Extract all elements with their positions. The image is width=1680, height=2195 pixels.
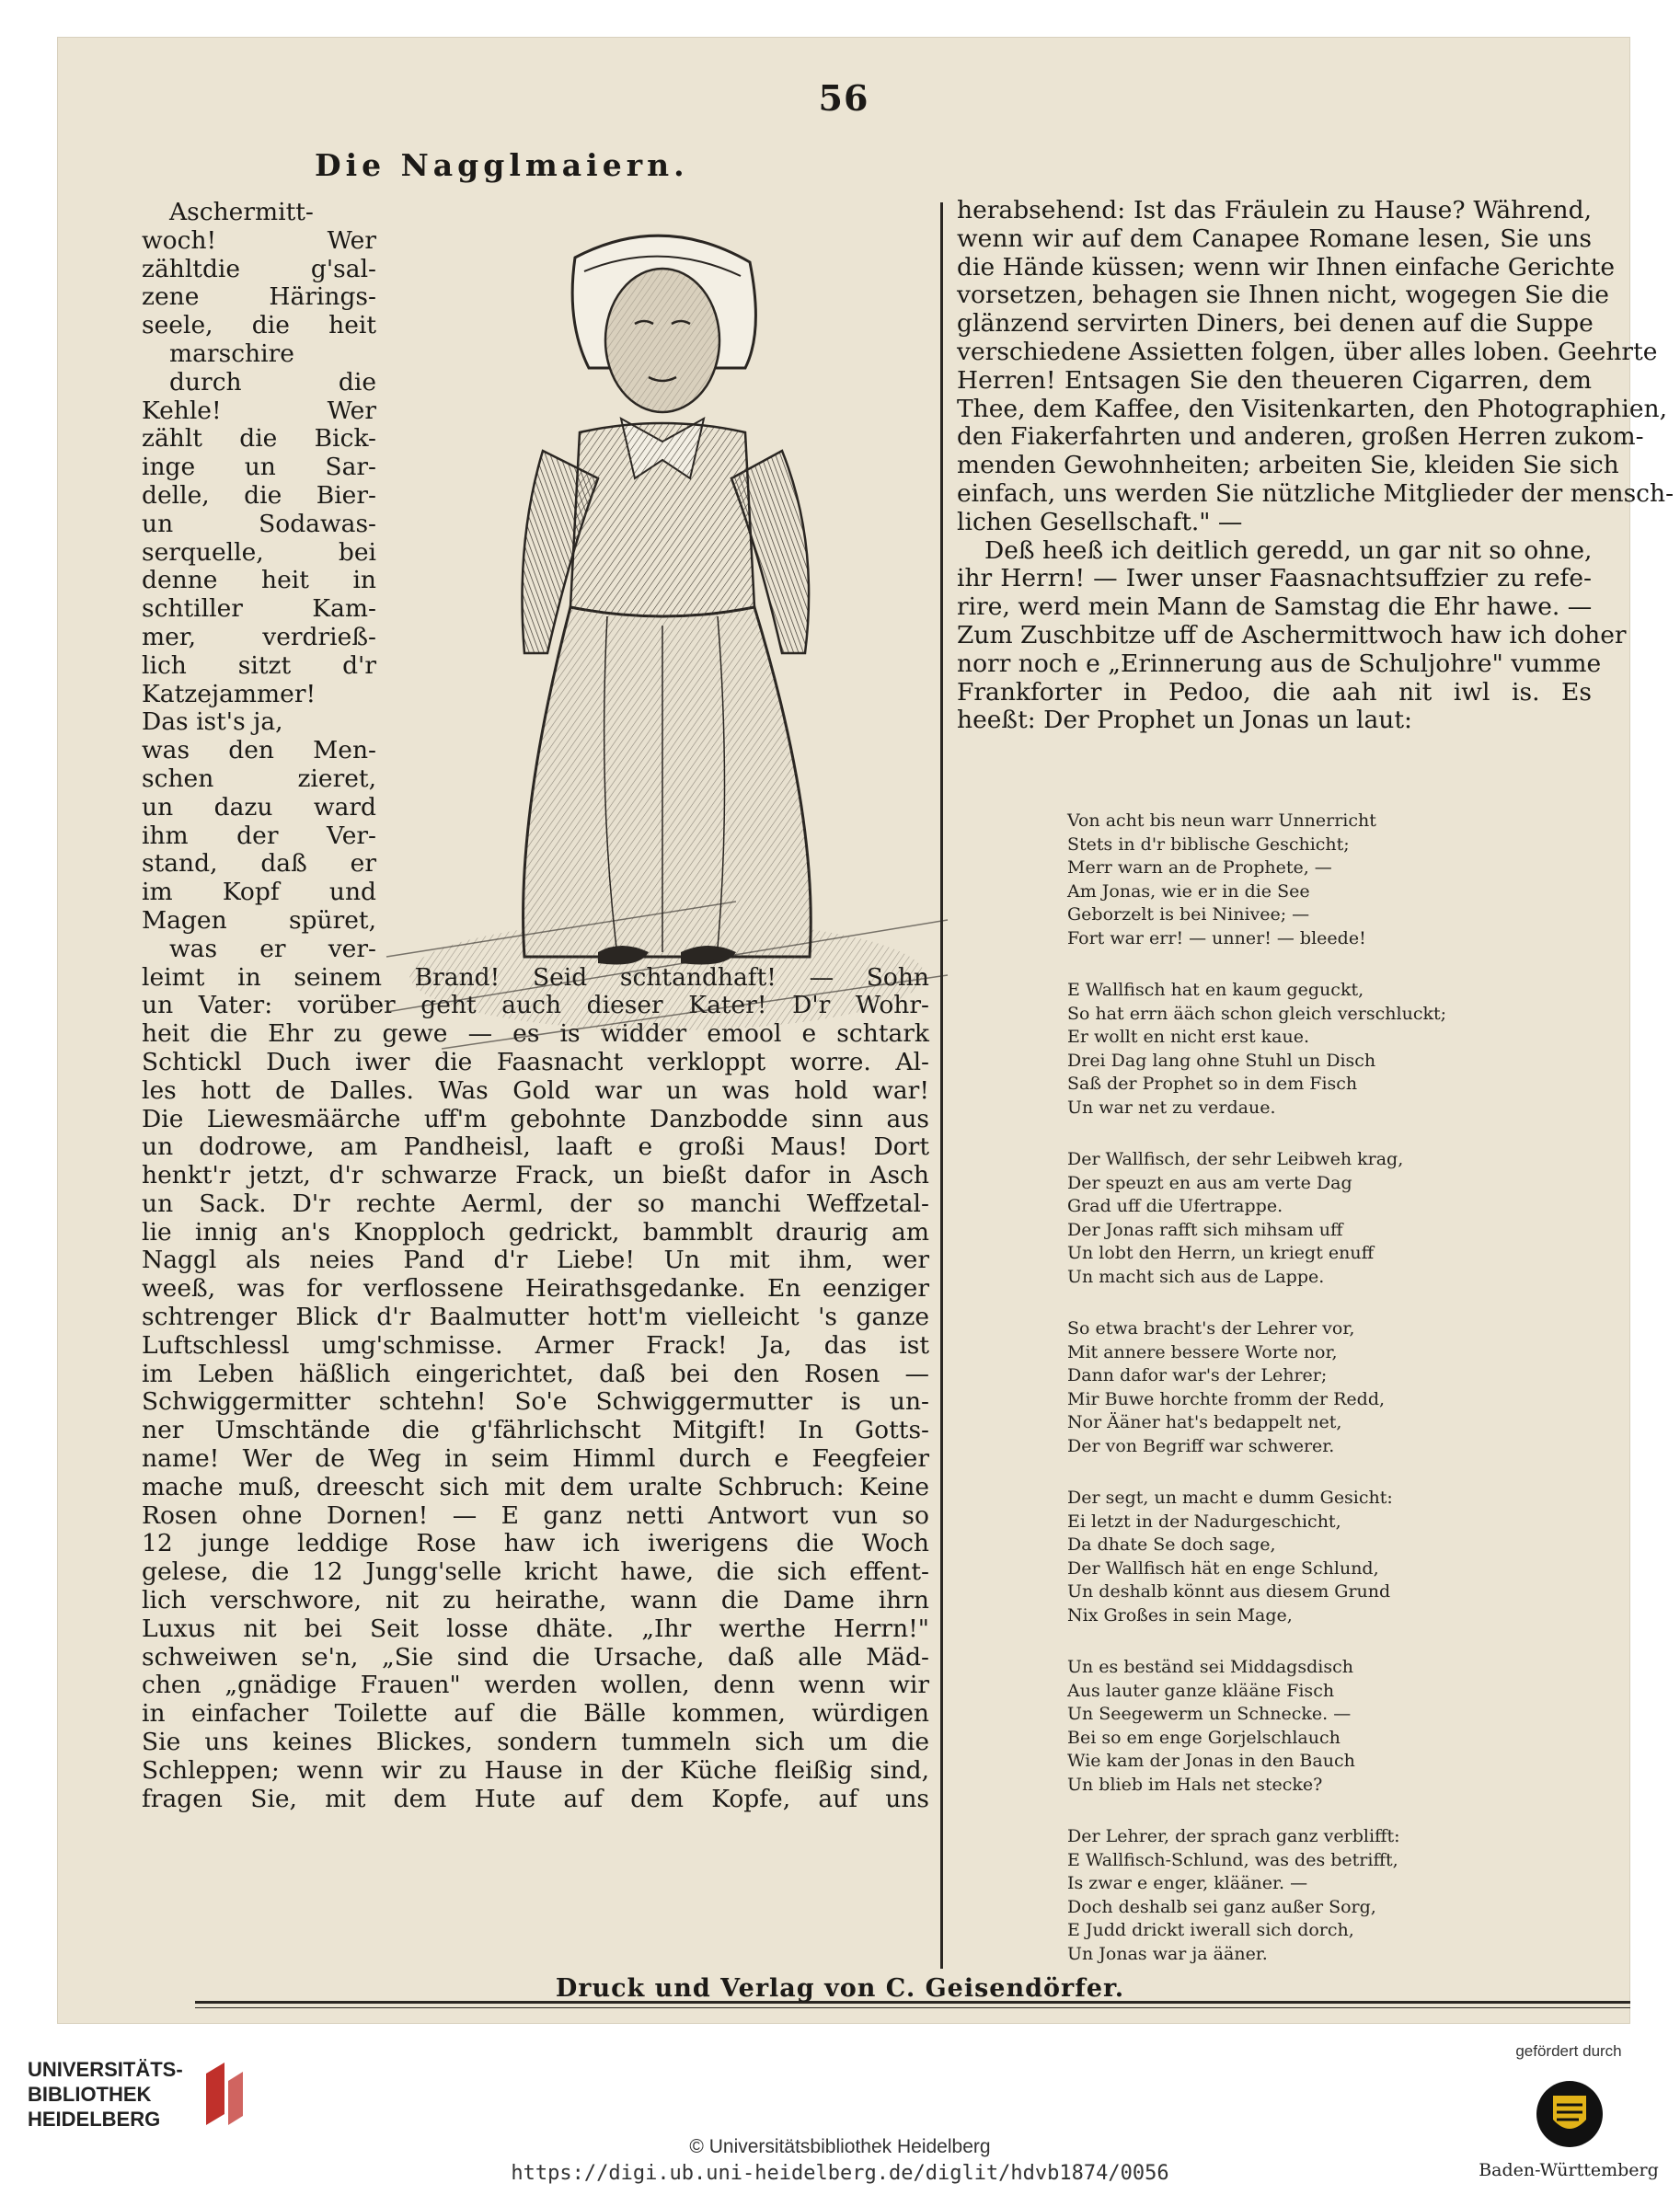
text-line: Schtickl Duch iwer die Faasnacht verkloppt worre. Al- bbox=[142, 1047, 929, 1076]
text-line: im Kopf und bbox=[142, 878, 376, 907]
text-line: wenn wir auf dem Canapee Romane lesen, Sie uns bbox=[957, 224, 1592, 253]
poem-line: Der Lehrer, der sprach ganz verblifft: bbox=[1067, 1826, 1400, 1846]
text-line: Thee, dem Kaffee, den Visitenkarten, den Photographien, bbox=[957, 394, 1668, 423]
poem-line: Der Jonas rafft sich mihsam uff bbox=[1067, 1219, 1343, 1240]
text-line: ihm der Ver- bbox=[142, 821, 376, 850]
text-line: un Sack. D'r rechte Aerml, der so manchi Weffzetal- bbox=[142, 1189, 929, 1218]
text-line: mache muß, dreescht sich mit dem uralte Schbruch: Keine bbox=[142, 1472, 929, 1501]
poem-line: Doch deshalb sei ganz außer Sorg, bbox=[1067, 1896, 1376, 1917]
poem-line: Un es beständ sei Middagsdisch bbox=[1067, 1657, 1353, 1677]
poem-line: Fort war err! — unner! — bleede! bbox=[1067, 927, 1366, 948]
poem-line: E Judd drickt iwerall sich dorch, bbox=[1067, 1920, 1354, 1940]
text-line: rire, werd mein Mann de Samstag die Ehr hawe. — bbox=[957, 592, 1593, 622]
text-line: denne heit in bbox=[142, 566, 376, 595]
poem-stanza bbox=[1067, 979, 1582, 1120]
poem-stanza bbox=[1067, 1317, 1582, 1458]
funded-by-text: gefördert durch bbox=[1515, 2042, 1622, 2060]
text-line: gelese, die 12 Jungg'selle kricht hawe, die sich effent- bbox=[142, 1557, 929, 1587]
text-line: zählt die Bick- bbox=[142, 424, 376, 454]
text-line: vorsetzen, behagen sie Ihnen nicht, wogegen Sie die bbox=[957, 281, 1609, 310]
poem-line: Der segt, un macht e dumm Gesicht: bbox=[1067, 1488, 1393, 1508]
text-line: menden Gewohnheiten; arbeiten Sie, kleiden Sie sich bbox=[957, 451, 1619, 480]
text-line: schweiwen se'n, „Sie sind die Ursache, daß alle Mäd- bbox=[142, 1642, 929, 1672]
text-line: chen „gnädige Frauen" werden wollen, denn wenn wir bbox=[142, 1671, 929, 1700]
viewer-footer bbox=[0, 2024, 1680, 2195]
text-line: un dazu ward bbox=[142, 792, 376, 822]
text-line: Deß heeß ich deitlich geredd, un gar nit so ohne, bbox=[984, 535, 1593, 565]
poem-line: Nor Ääner hat's bedappelt net, bbox=[1067, 1412, 1342, 1432]
poem-line: Grad uff die Ufertrappe. bbox=[1067, 1196, 1283, 1216]
text-line: Luxus nit bei Seit losse dhäte. „Ihr werthe Herrn!" bbox=[142, 1614, 929, 1643]
newspaper-page bbox=[57, 37, 1674, 2024]
text-line: Herren! Entsagen Sie den theueren Cigarren, dem bbox=[957, 365, 1592, 395]
text-line: den Fiakerfahrten und anderen, großen Herren zukom- bbox=[957, 422, 1644, 452]
text-line: schtiller Kam- bbox=[142, 594, 376, 624]
poem-line: Merr warn an de Prophete, — bbox=[1067, 857, 1332, 878]
text-line: herabsehend: Ist das Fräulein zu Hause? Während, bbox=[957, 196, 1592, 224]
permalink-url[interactable]: https://digi.ub.uni-heidelberg.de/diglit/hdvb1874/0056 bbox=[511, 2162, 1169, 2185]
text-line: woch! Wer bbox=[142, 225, 376, 255]
text-line: Luftschlessl umg'schmisse. Armer Frack! Ja, das ist bbox=[142, 1330, 929, 1360]
copyright-notice: © Universitätsbibliothek Heidelberg bbox=[689, 2136, 991, 2157]
poem-line: Wie kam der Jonas in den Bauch bbox=[1067, 1751, 1355, 1771]
text-line: norr noch e „Erinnerung aus de Schuljohre" vumme bbox=[957, 649, 1602, 678]
text-line: in einfacher Toilette auf die Bälle kommen, würdigen bbox=[142, 1699, 929, 1729]
poem-stanza bbox=[1067, 1487, 1582, 1627]
page-number: 56 bbox=[818, 77, 869, 119]
printer-imprint: Druck und Verlag von C. Geisendörfer. bbox=[555, 1974, 1125, 2003]
text-line: stand, daß er bbox=[142, 849, 376, 879]
poem-stanza bbox=[1067, 1825, 1582, 1966]
text-line: Naggl als neies Pand d'r Liebe! Un mit ihm, wer bbox=[142, 1246, 929, 1275]
text-line: zene Härings- bbox=[142, 282, 376, 312]
poem-line: Mir Buwe horchte fromm der Redd, bbox=[1067, 1388, 1386, 1409]
poem-line: Un deshalb könnt aus diesem Grund bbox=[1067, 1581, 1391, 1602]
poem-block bbox=[1067, 810, 1582, 1994]
library-logo-text: UNIVERSITÄTS-BIBLIOTHEK HEIDELBERG bbox=[28, 2058, 183, 2131]
column-divider bbox=[940, 202, 943, 1969]
text-line: marschire bbox=[169, 339, 294, 368]
poem-line: E Wallfisch hat en kaum geguckt, bbox=[1067, 980, 1364, 1000]
poem-line: Von acht bis neun warr Unnerricht bbox=[1067, 810, 1376, 831]
poem-line: Am Jonas, wie er in die See bbox=[1067, 880, 1310, 902]
text-line: heeßt: Der Prophet un Jonas un laut: bbox=[957, 706, 1412, 735]
text-line: durch die bbox=[169, 367, 376, 396]
poem-line: So hat errn ääch schon gleich verschluckt; bbox=[1067, 1003, 1447, 1024]
text-line: Katzejammer! bbox=[142, 679, 316, 708]
text-line: ihr Herrn! — Iwer unser Faasnachtsuffziег zu refe- bbox=[957, 564, 1592, 593]
poem-line: Un Jonas war ja ääner. bbox=[1067, 1943, 1268, 1964]
text-line: leimt in seinem Brand! Seid schtandhaft! — Sohn bbox=[142, 962, 929, 992]
poem-stanza bbox=[1067, 810, 1582, 950]
poem-line: E Wallfisch-Schlund, was des betrifft, bbox=[1067, 1849, 1398, 1870]
text-line: un dodrowe, am Pandheisl, laaft e großi Maus! Dort bbox=[142, 1132, 929, 1162]
text-line: einfach, uns werden Sie nützliche Mitglieder der mensch- bbox=[957, 478, 1674, 508]
poem-line: Ei letzt in der Nadurgeschicht, bbox=[1067, 1511, 1341, 1532]
text-line: henkt'r jetzt, d'r schwarze Frack, un bießt dafor in Asch bbox=[142, 1161, 929, 1190]
poem-line: Stets in d'r biblische Geschicht; bbox=[1067, 833, 1350, 855]
text-line: was den Men- bbox=[142, 736, 376, 765]
text-line: glänzend servirten Diners, bei denen auf die Suppe bbox=[957, 309, 1594, 339]
text-line: lie innig an's Knopploch gedrickt, bammblt draurig am bbox=[142, 1217, 929, 1247]
poem-line: Un war net zu verdaue. bbox=[1067, 1097, 1276, 1118]
text-line: die Hände küssen; wenn wir Ihnen einfache Gerichte bbox=[957, 252, 1616, 282]
text-line: delle, die Bier- bbox=[142, 480, 376, 510]
bottom-rule-thin bbox=[195, 2007, 1630, 2008]
poem-line: Is zwar e enger, klääner. — bbox=[1067, 1873, 1308, 1893]
poem-line: Da dhate Se doch sage, bbox=[1067, 1534, 1276, 1555]
text-line: Schwiggermitter schtehn! So'e Schwiggermutter is un- bbox=[142, 1387, 929, 1417]
poem-line: Un Seegewerm un Schnecke. — bbox=[1067, 1704, 1352, 1724]
text-line: Aschermitt- bbox=[169, 198, 314, 226]
text-line: 12 junge leddige Rose haw ich iwerigens die Woch bbox=[142, 1529, 929, 1558]
poem-line: Saß der Prophet so in dem Fisch bbox=[1067, 1074, 1358, 1094]
text-line: Magen spüret, bbox=[142, 905, 376, 935]
text-line: un Sodawas- bbox=[142, 509, 376, 538]
text-line: Sie uns keines Blickes, sondern tummeln sich um die bbox=[142, 1728, 929, 1757]
poem-line: Der speuzt en aus am verte Dag bbox=[1067, 1172, 1352, 1193]
text-line: Rosen ohne Dornen! — E ganz netti Antwort vun so bbox=[142, 1500, 929, 1530]
poem-line: Bei so em enge Gorjelschlauch bbox=[1067, 1727, 1341, 1748]
text-line: Schleppen; wenn wir zu Hause in der Küche fleißig sind, bbox=[142, 1755, 929, 1785]
text-line: Zum Zuschbitze uff de Aschermittwoch haw ich doher bbox=[957, 620, 1627, 649]
text-line: Kehle! Wer bbox=[142, 396, 376, 425]
poem-line: Der Wallfisch hät en enge Schlund, bbox=[1067, 1557, 1379, 1579]
poem-line: So etwa bracht's der Lehrer vor, bbox=[1067, 1318, 1355, 1339]
text-line: lich sitzt d'r bbox=[142, 650, 376, 680]
text-line: inge un Sar- bbox=[142, 453, 376, 482]
text-line: lichen Gesellschaft." — bbox=[957, 507, 1243, 536]
library-mark-icon bbox=[202, 2061, 245, 2127]
poem-line: Drei Dag lang ohne Stuhl un Disch bbox=[1067, 1050, 1376, 1071]
poem-line: Dann dafor war's der Lehrer; bbox=[1067, 1365, 1328, 1385]
text-line: name! Wer de Weg in seim Himml durch e Feegfeier bbox=[142, 1444, 929, 1474]
text-line: un Vater: vorüber geht auch dieser Kater! D'r Wohr- bbox=[142, 991, 929, 1020]
article-title: Die Nagglmaiern. bbox=[315, 147, 689, 183]
text-line: serquelle, bei bbox=[142, 537, 376, 567]
poem-line: Un lobt den Herrn, un kriegt enuff bbox=[1067, 1243, 1375, 1263]
poem-line: Der Wallfisch, der sehr Leibweh krag, bbox=[1067, 1149, 1404, 1169]
text-line: schtrenger Blick d'r Baalmutter hott'm vielleicht 's ganze bbox=[142, 1303, 929, 1332]
text-line: Die Liewesmäärche uff'm gebohnte Danzbodde sinn aus bbox=[142, 1104, 929, 1133]
poem-line: Nix Großes in sein Mage, bbox=[1067, 1604, 1293, 1626]
text-line: lich verschwore, nit zu heirathe, wann die Dame ihrn bbox=[142, 1586, 929, 1615]
text-line: les hott de Dalles. Was Gold war un was hold war! bbox=[142, 1075, 929, 1105]
text-line: seele, die heit bbox=[142, 311, 376, 340]
text-line: weeß, was for verflossene Heirathsgedanke. En eenziger bbox=[142, 1274, 929, 1304]
text-line: im Leben häßlich eingerichtet, daß bei den Rosen — bbox=[142, 1359, 929, 1388]
text-line: fragen Sie, mit dem Hute auf dem Kopfe, auf uns bbox=[142, 1784, 929, 1813]
text-line: heit die Ehr zu gewe — es is widder emool e schtark bbox=[142, 1019, 929, 1049]
text-line: schen zieret, bbox=[142, 764, 376, 793]
text-line: ner Umschtände die g'fährlichscht Mitgift! In Gotts- bbox=[142, 1416, 929, 1445]
poem-line: Der von Begriff war schwerer. bbox=[1067, 1435, 1335, 1456]
poem-line: Er wollt en nicht erst kaue. bbox=[1067, 1027, 1310, 1047]
poem-stanza bbox=[1067, 1656, 1582, 1797]
text-line: Frankforter in Pedoo, die aah nit iwl is. Es bbox=[957, 677, 1592, 707]
text-line: zähltdie g'sal- bbox=[142, 254, 376, 283]
text-line: Das ist's ja, bbox=[142, 707, 283, 737]
poem-line: Geborzelt is bei Ninivee; — bbox=[1067, 904, 1310, 925]
poem-line: Aus lauter ganze klääne Fisch bbox=[1067, 1680, 1335, 1701]
state-name: Baden-Württemberg bbox=[1479, 2160, 1659, 2180]
woman-engraving-illustration bbox=[386, 221, 948, 1076]
text-line: verschiedene Assietten folgen, über alles loben. Geehrte bbox=[957, 337, 1658, 366]
poem-stanza bbox=[1067, 1148, 1582, 1289]
poem-line: Un macht sich aus de Lappe. bbox=[1067, 1266, 1325, 1287]
poem-line: Mit annere bessere Worte nor, bbox=[1067, 1341, 1338, 1362]
text-line: was er ver- bbox=[169, 934, 376, 963]
text-line: mer, verdrieß- bbox=[142, 622, 376, 651]
right-text-column bbox=[957, 196, 1674, 735]
poem-line: Un blieb im Hals net stecke? bbox=[1067, 1774, 1323, 1795]
